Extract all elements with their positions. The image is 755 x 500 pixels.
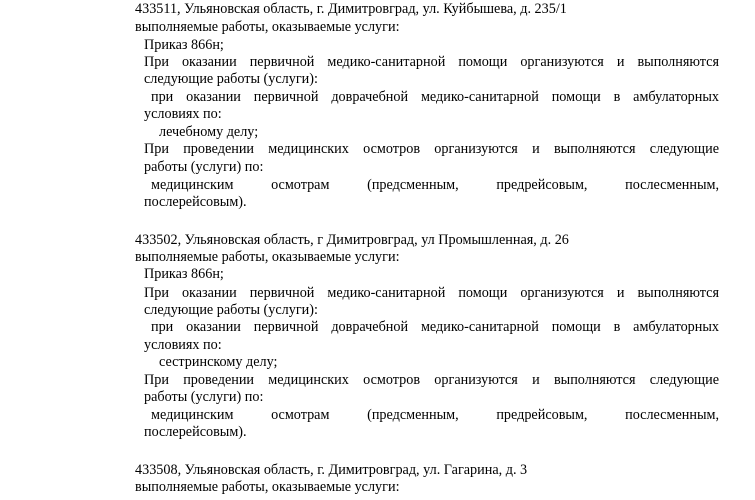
entry-1-order: Приказ 866н; — [144, 37, 224, 53]
entry-2-exams-line1: При проведении медицинских осмотров организуются и выполняются следующие — [144, 372, 719, 388]
entry-1-primary-care-line1: При оказании первичной медико-санитарной помощи организуются и выполняются — [144, 54, 719, 70]
entry-2-exam-types-line2: послерейсовым). — [144, 424, 247, 440]
entry-2-primary-care-line1: При оказании первичной медико-санитарной помощи организуются и выполняются — [144, 285, 719, 301]
entry-1-ambulatory-line2: условиях по: — [144, 106, 222, 122]
entry-2-ambulatory-line2: условиях по: — [144, 337, 222, 353]
entry-1-exams-line1: При проведении медицинских осмотров организуются и выполняются следующие — [144, 141, 719, 157]
entry-2-ambulatory-line1: при оказании первичной доврачебной медико-санитарной помощи в амбулаторных — [151, 319, 719, 335]
entry-2-exams-line2: работы (услуги) по: — [144, 389, 264, 405]
entry-1-address: 433511, Ульяновская область, г. Димитровград, ул. Куйбышева, д. 235/1 — [135, 1, 567, 17]
entry-1-specialty: лечебному делу; — [159, 124, 259, 140]
entry-3-address: 433508, Ульяновская область, г. Димитровград, ул. Гагарина, д. 3 — [135, 462, 528, 478]
entry-1-primary-care-line2: следующие работы (услуги): — [144, 71, 318, 87]
entry-1-exam-types-line1: медицинским осмотрам (предсменным, предрейсовым, послесменным, — [151, 177, 719, 193]
entry-1-services-label: выполняемые работы, оказываемые услуги: — [135, 19, 400, 35]
entry-2-order: Приказ 866н; — [144, 266, 224, 282]
entry-1-exam-types-line2: послерейсовым). — [144, 194, 247, 210]
entry-2-primary-care-line2: следующие работы (услуги): — [144, 302, 318, 318]
entry-2-exam-types-line1: медицинским осмотрам (предсменным, предрейсовым, послесменным, — [151, 407, 719, 423]
entry-2-services-label: выполняемые работы, оказываемые услуги: — [135, 249, 400, 265]
entry-2-address: 433502, Ульяновская область, г Димитровград, ул Промышленная, д. 26 — [135, 232, 569, 248]
entry-2-specialty: сестринскому делу; — [159, 354, 278, 370]
entry-1-ambulatory-line1: при оказании первичной доврачебной медико-санитарной помощи в амбулаторных — [151, 89, 719, 105]
entry-3-services-label: выполняемые работы, оказываемые услуги: — [135, 479, 400, 495]
entry-1-exams-line2: работы (услуги) по: — [144, 159, 264, 175]
